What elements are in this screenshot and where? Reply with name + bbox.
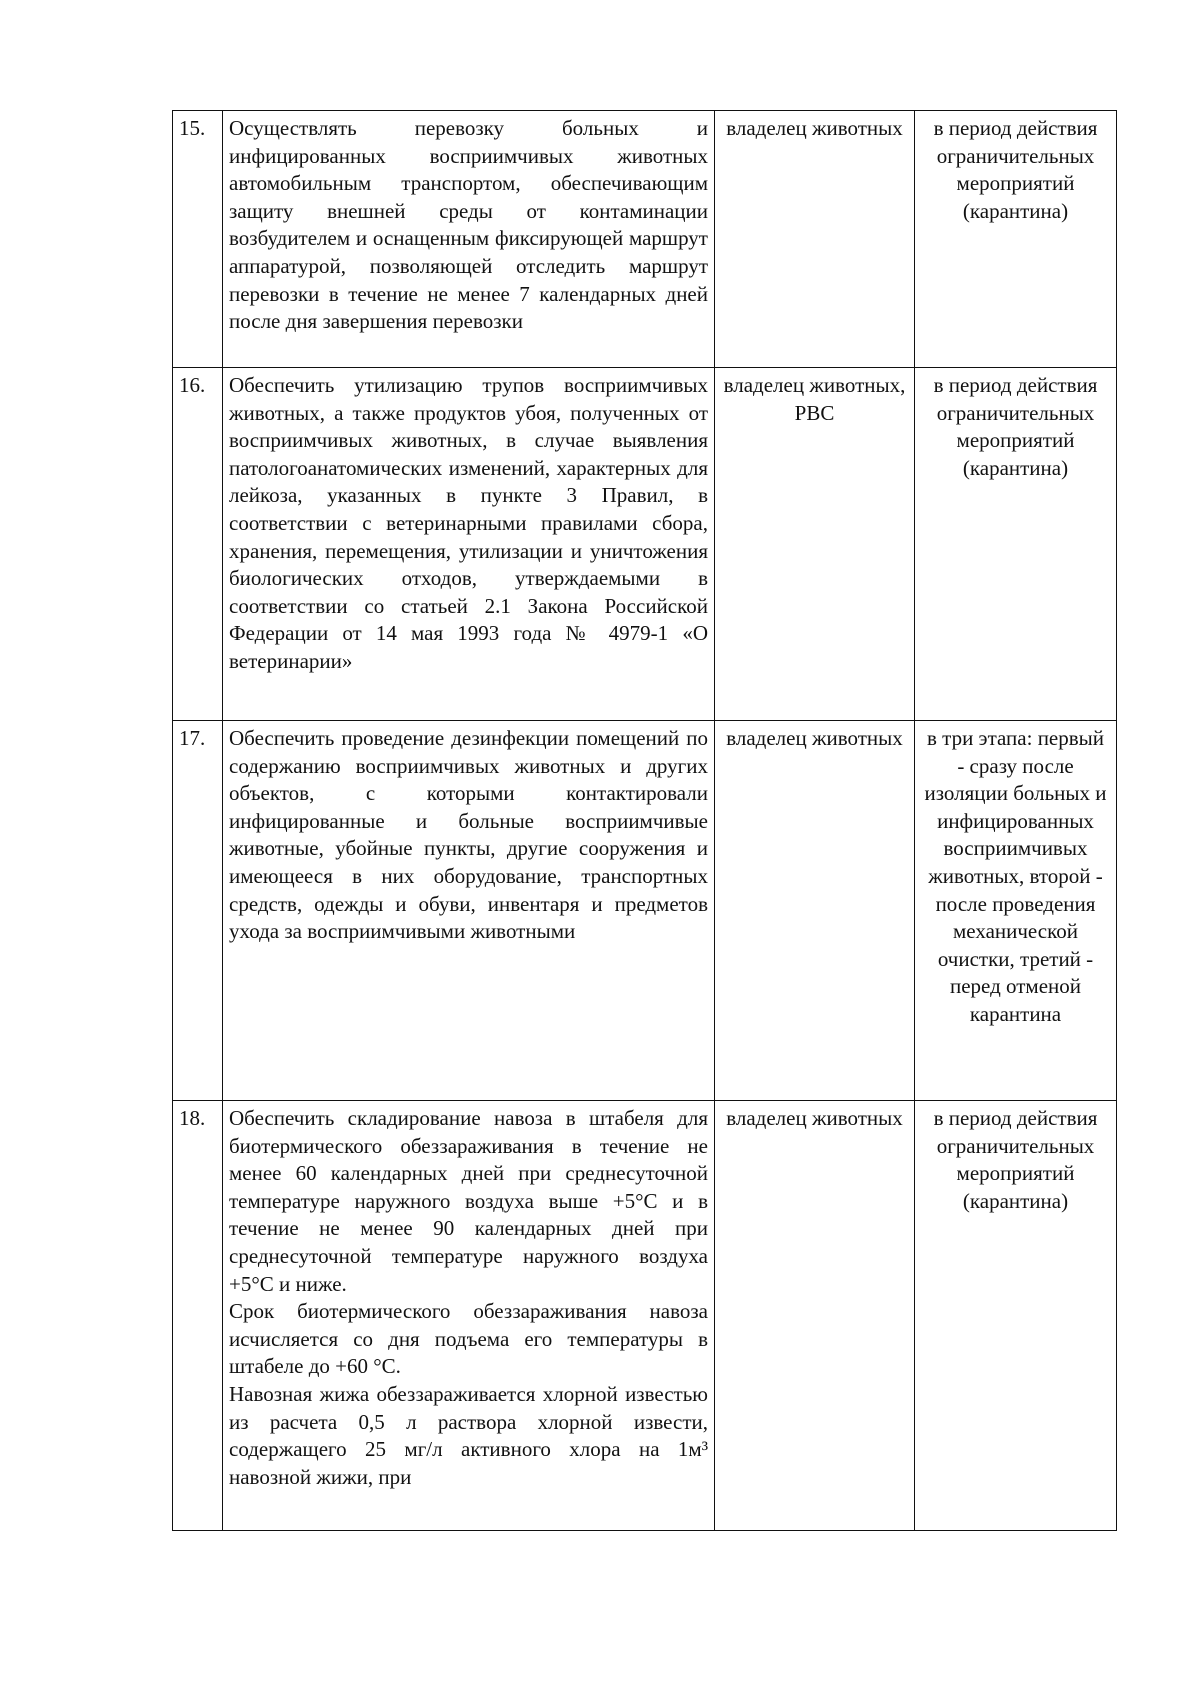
measure-text — [223, 1101, 715, 1531]
measure-text: Обеспечить утилизацию трупов восприимчивых животных, а также продуктов убоя, полученных от восприимчивых животных, в случае выявления патологоанатомических изменений, характерных для лейкоза, указанных в пункте 3 Правил, в соответствии с ветеринарными правилами сбора, хранения, перемещения, утилизации и уничтожения биологических отходов, утверждаемыми в соответствии со статьей 2.1 Закона Российской Федерации от 14 мая 1993 года № 4979-1 «О ветеринарии» — [223, 368, 715, 721]
table-row — [173, 1101, 1117, 1531]
execution-term: в период действия ограничительных мероприятий (карантина) — [915, 368, 1117, 721]
table-row — [173, 368, 1117, 721]
measure-paragraph: Навозная жижа обеззараживается хлорной известью из расчета 0,5 л раствора хлорной извести, содержащего 25 мг/л активного хлора на 1м³ навозной жижи, при — [229, 1381, 708, 1489]
responsible-party: владелец животных, РВС — [715, 368, 915, 721]
row-number: 15. — [173, 111, 223, 368]
measure-paragraph: Срок биотермического обеззараживания навоза исчисляется со дня подъема его температуры в штабеле до +60 °С. — [229, 1299, 708, 1379]
execution-term: в три этапа: первый - сразу после изоляции больных и инфицированных восприимчивых животных, второй - после проведения механической очистки, третий - перед отменой карантина — [915, 721, 1117, 1101]
measure-text: Обеспечить проведение дезинфекции помещений по содержанию восприимчивых животных и других объектов, с которыми контактировали инфицированные и больные восприимчивые животные, убойные пункты, другие сооружения и имеющееся в них оборудование, транспортных средств, одежды и обуви, инвентаря и предметов ухода за восприимчивыми животными — [223, 721, 715, 1101]
responsible-party: владелец животных — [715, 721, 915, 1101]
execution-term: в период действия ограничительных мероприятий (карантина) — [915, 111, 1117, 368]
table-row — [173, 111, 1117, 368]
measure-text: Осуществлять перевозку больных и инфицированных восприимчивых животных автомобильным транспортом, обеспечивающим защиту внешней среды от контаминации возбудителем и оснащенным фиксирующей маршрут аппаратурой, позволяющей отследить маршрут перевозки в течение не менее 7 календарных дней после дня завершения перевозки — [223, 111, 715, 368]
execution-term: в период действия ограничительных мероприятий (карантина) — [915, 1101, 1117, 1531]
row-number: 18. — [173, 1101, 223, 1531]
row-number: 16. — [173, 368, 223, 721]
responsible-party: владелец животных — [715, 1101, 915, 1531]
row-number: 17. — [173, 721, 223, 1101]
responsible-party: владелец животных — [715, 111, 915, 368]
table-row — [173, 721, 1117, 1101]
measures-table — [172, 110, 1117, 1531]
measure-paragraph: Обеспечить складирование навоза в штабеля для биотермического обеззараживания в течение не менее 60 календарных дней при среднесуточной температуре наружного воздуха выше +5°С и в течение не менее 90 календарных дней при среднесуточной температуре наружного воздуха +5°С и ниже. — [229, 1106, 708, 1296]
